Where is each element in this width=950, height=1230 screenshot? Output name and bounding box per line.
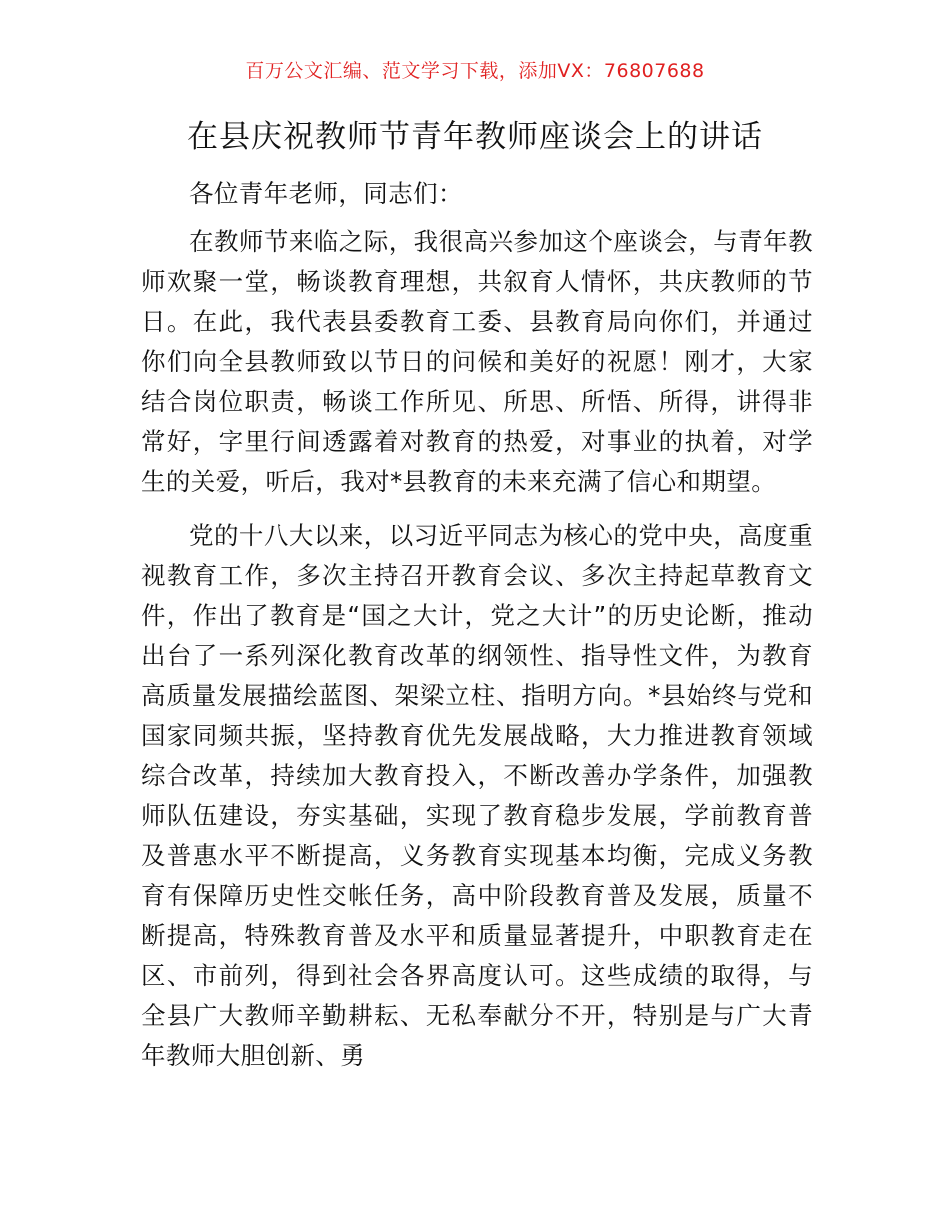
paragraph-2: 党的十八大以来，以习近平同志为核心的党中央，高度重视教育工作，多次主持召开教育会议、多次主持起草教育文件，作出了教育是“国之大计，党之大计”的历史论断，推动出台了一系列深化教育改革的纲领性、指导性文件，为教育高质量发展描绘蓝图、架梁立柱、指明方向。*县始终与党和国家同频共振，坚持教育优先发展战略，大力推进教育领域综合改革，持续加大教育投入，不断改善办学条件，加强教师队伍建设，夯实基础，实现了教育稳步发展，学前教育普及普惠水平不断提高，义务教育实现基本均衡，完成义务教育有保障历史性交帐任务，高中阶段教育普及发展，质量不断提高，特殊教育普及水平和质量显著提升，中职教育走在区、市前列，得到社会各界高度认可。这些成绩的取得，与全县广大教师辛勤耕耘、无私奉献分不开，特别是与广大青年教师大胆创新、勇 [141, 521, 813, 1070]
salutation: 各位青年老师，同志们： [189, 179, 463, 208]
header-watermark-note: 百万公文汇编、范文学习下载，添加VX：76807688 [245, 60, 705, 82]
document-body [141, 174, 813, 1076]
document-title: 在县庆祝教师节青年教师座谈会上的讲话 [187, 119, 763, 155]
paragraph-1: 在教师节来临之际，我很高兴参加这个座谈会，与青年教师欢聚一堂，畅谈教育理想，共叙育人情怀，共庆教师的节日。在此，我代表县委教育工委、县教育局向你们，并通过你们向全县教师致以节日的问候和美好的祝愿！刚才，大家结合岗位职责，畅谈工作所见、所思、所悟、所得，讲得非常好，字里行间透露着对教育的热爱，对事业的执着，对学生的关爱，听后，我对*县教育的未来充满了信心和期望。 [141, 227, 813, 496]
